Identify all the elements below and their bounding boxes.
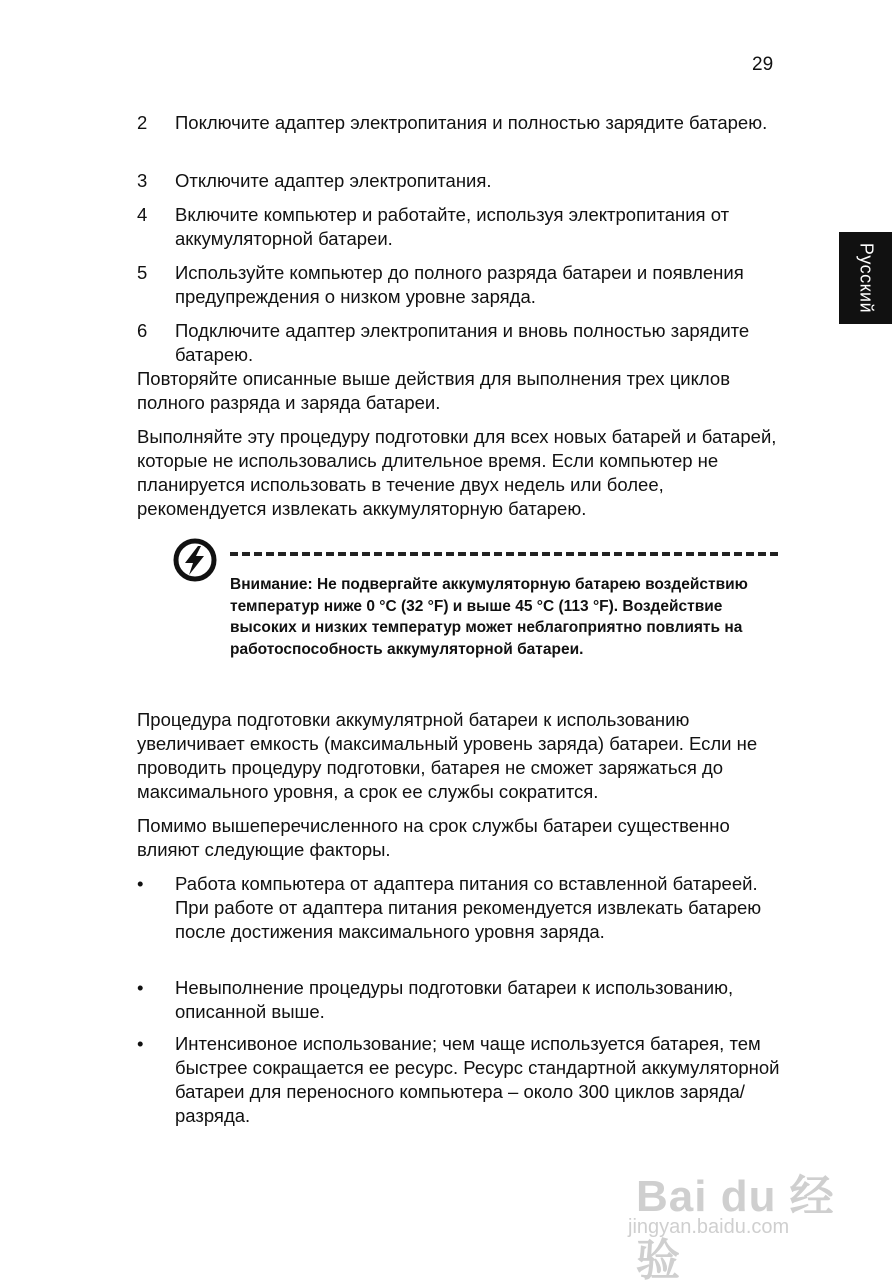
baidu-watermark xyxy=(628,1150,844,1285)
bullet-text: Работа компьютера от адаптера питания со вставленной батареей. При работе от адаптера питания рекомендуется извлекать батарею после достижения максимального уровня заряда. xyxy=(175,873,762,942)
paragraph-procedure: Выполняйте эту процедуру подготовки для всех новых батарей и батарей, которые не использовались длительное время. Если компьютер не планируется использовать в течение двух недель или более, рекомендуется извлекать аккумуляторную батарею. xyxy=(137,426,777,519)
step-text: Используйте компьютер до полного разряда батареи и появления предупреждения о низком уровне заряда. xyxy=(175,262,744,307)
bullet-text: Невыполнение процедуры подготовки батареи к использованию, описанной выше. xyxy=(175,977,734,1022)
step-number: 2 xyxy=(137,112,148,133)
list-item-step-6 xyxy=(137,319,787,367)
list-item-step-2 xyxy=(137,111,787,135)
list-item-step-5 xyxy=(137,261,787,309)
list-item-bullet xyxy=(137,976,787,1024)
bullet-marker: • xyxy=(137,873,144,894)
paragraph-factors-intro: Помимо вышеперечисленного на срок службы батареи существенно влияют следующие факторы. xyxy=(137,815,730,860)
bullet-text: Интенсивоное использование; чем чаще используется батарея, тем быстрее сокращается ее ресурс. Ресурс стандартной аккумуляторной батареи для переносного компьютера – около 300 циклов заряда/разряда. xyxy=(175,1033,780,1126)
step-number: 6 xyxy=(137,320,148,341)
step-text: Поключите адаптер электропитания и полностью зарядите батарею. xyxy=(175,112,768,133)
warning-lightning-icon xyxy=(173,538,217,582)
step-number: 5 xyxy=(137,262,148,283)
bullet-marker: • xyxy=(137,977,144,998)
step-text: Отключите адаптер электропитания. xyxy=(175,170,492,191)
watermark-brand: Bai du 经验 xyxy=(636,1172,835,1285)
step-number: 3 xyxy=(137,170,148,191)
warning-text: Внимание: Не подвергайте аккумуляторную батарею воздействию температур ниже 0 °C (32 °F) и выше 45 °C (113 °F). Воздействие высоких и низких температур может неблагоприятно повлиять на работоспособность аккумуляторной батареи. xyxy=(230,576,748,658)
bullet-marker: • xyxy=(137,1033,144,1054)
language-tab-label: Русский xyxy=(856,242,876,314)
watermark-url: jingyan.baidu.com xyxy=(628,1216,790,1238)
paragraph-repeat: Повторяйте описанные выше действия для выполнения трех циклов полного разряда и заряда батареи. xyxy=(137,368,731,413)
list-item-step-3 xyxy=(137,169,787,193)
language-tab xyxy=(839,232,892,324)
list-item-step-4 xyxy=(137,203,787,251)
page-number: 29 xyxy=(752,54,774,75)
paragraph-conditioning: Процедура подготовки аккумулятрной батареи к использованию увеличивает емкость (максимальный уровень заряда) батареи. Если не проводить процедуру подготовки, батарея не сможет заряжаться до максимального уровня, а срок ее службы сократится. xyxy=(137,709,758,802)
step-number: 4 xyxy=(137,204,148,225)
step-text: Подключите адаптер электропитания и вновь полностью зарядите батарею. xyxy=(175,320,750,365)
step-text: Включите компьютер и работайте, используя электропитания от аккумуляторной батареи. xyxy=(175,204,730,249)
list-item-bullet xyxy=(137,1032,787,1128)
list-item-bullet xyxy=(137,872,787,944)
warning-divider xyxy=(230,552,778,556)
